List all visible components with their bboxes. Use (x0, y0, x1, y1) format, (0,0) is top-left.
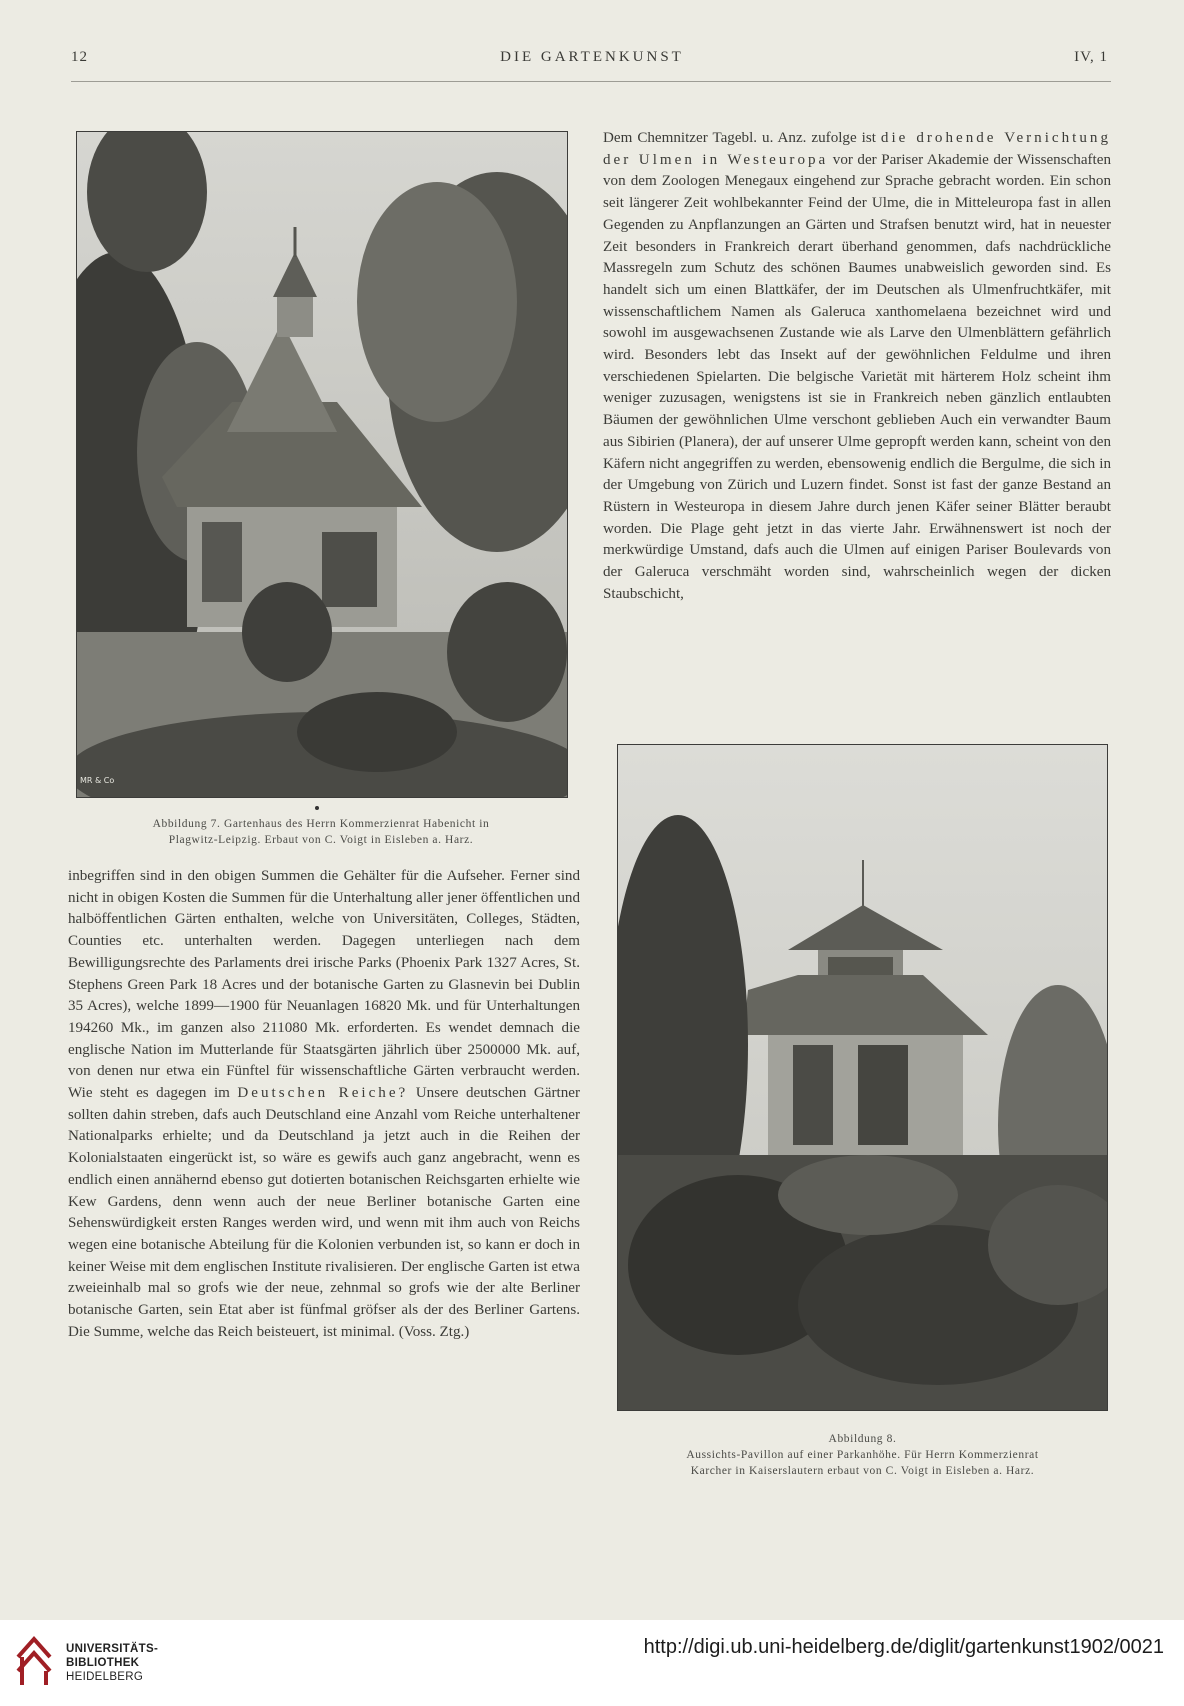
library-logo-icon[interactable] (14, 1633, 58, 1687)
paragraph (603, 128, 1111, 605)
issue-number: IV, 1 (1074, 49, 1108, 65)
paragraph (68, 866, 580, 1343)
figure-8-caption-line-1: Abbildung 8. (828, 1433, 897, 1445)
text-run: inbegriffen sind in den obigen Summen die Gehälter für die Aufseher. Ferner sind nicht in obigen Kosten die Summen für die Unterhaltung aller jener öffentlichen und halböffentlichen Gärten enthalten, welche von Universitäten, Colleges, Städten, Counties etc. unterhalten werden. Dagegen unterliegen nach dem Bewilligungsrechte des Parlaments drei irische Parks (Phoenix Park 1327 Acres, St. Stephens Green Park 18 Acres und der botanische Garten zu Glasnevin bei Dublin 35 Acres), welche 1899—1900 für Neuanlagen 16820 Mk. und für Unterhaltungen 194260 Mk., im ganzen also 211080 Mk. erforderten. Es wendet demnach die englische Nation im Mutterlande für Staatsgärten jährlich über 2500000 Mk. auf, von denen nur etwa ein Fünftel für wissenschaftliche Gärten verbraucht werden. Wie steht es dagegen im (68, 868, 580, 1102)
text-run: vor der Pariser Akademie der Wissenschaften von dem Zoologen Menegaux eingehend zur Sprache gebracht worden. Ein schon seit längerer Zeit wohlbekannter Feind der Ulme, die in Mitteleuropa fast in allen Gegenden zu Anpflanzungen an Gärten und Strafsen benutzt wird, hat in neuester Zeit besonders in Frankreich derart überhand genommen, dafs nachdrückliche Massregeln zum Schutz des schönen Baumes unabweislich geworden sind. Es handelt sich um einen Blattkäfer, der im Deutschen als Ulmenfruchtkäfer, mit wissenschaftlichem Namen als Galeruca xanthomelaena bezeichnet wird und sowohl im ausgewachsenen Zustande wie als Larve den Ulmenblättern gefährlich wird. Besonders lebt das Insekt auf der gewöhnlichen Feldulme und ihren verschiedenen Spielarten. Die belgische Varietät mit härterem Holz scheint ihm weniger zuzusagen, wenigstens ist sie in Frankreich neben gänzlich entlaubten Bäumen der gewöhnlichen Ulme verschont geblieben Auch ein verwandter Baum aus Sibirien (Planera), der auf unserer Ulme gepropft werden kann, scheint von den Käfern nicht angegriffen zu werden, ebensowenig endlich die Bergulme, die sich in der Umgebung von Zürich und Luzern findet. Sonst ist fast der ganze Bestand an Rüstern in Westeuropa in diesem Jahre durch jenen Käfer seiner Blätter beraubt worden. Die Plage geht jetzt in das vierte Jahr. Erwähnenswert ist noch der merkwürdige Umstand, dafs auch die Ulmen auf einigen Pariser Boulevards von der Galeruca verschmäht worden sind, wahrscheinlich wegen der dicken Staubschicht, (603, 151, 1111, 602)
journal-title: DIE GARTENKUNST (500, 49, 684, 65)
figure-7-caption-line-2: Plagwitz-Leipzig. Erbaut von C. Voigt in Eisleben a. Harz. (168, 834, 474, 846)
library-name-line-1: UNIVERSITÄTS- (66, 1643, 159, 1655)
article-state-gardens (68, 866, 580, 1343)
figure-8-photo (617, 744, 1108, 1411)
library-name-line-2: BIBLIOTHEK (66, 1657, 140, 1669)
library-name-line-3: HEIDELBERG (66, 1671, 144, 1683)
page-number: 12 (71, 49, 88, 65)
figure-8-caption-line-2: Aussichts-Pavillon auf einer Parkanhöhe. Für Herrn Kommerzienrat (686, 1449, 1039, 1461)
print-dot (315, 806, 319, 810)
article-elm-beetle (603, 128, 1111, 605)
figure-8-caption (610, 1431, 1115, 1479)
digitization-footer (0, 1620, 1184, 1706)
figure-7-photo (76, 131, 568, 798)
permalink-url[interactable]: http://digi.ub.uni-heidelberg.de/diglit/gartenkunst1902/0021 (643, 1636, 1164, 1658)
pavilion-illustration (618, 745, 1107, 1410)
engraver-monogram: MR & Co (80, 776, 115, 785)
garden-house-illustration (77, 132, 567, 797)
emphasis-text: die drohende Vernichtung der Ulmen in Westeuropa (603, 130, 1111, 168)
figure-7-caption (76, 816, 566, 848)
header-rule (71, 81, 1111, 82)
figure-8-caption-line-3: Karcher in Kaiserslautern erbaut von C. Voigt in Eisleben a. Harz. (690, 1465, 1035, 1477)
text-run: Dem Chemnitzer Tagebl. u. Anz. zufolge ist (603, 130, 876, 146)
emphasis-text: Deutschen Reiche? (237, 1085, 409, 1102)
library-name[interactable] (66, 1642, 158, 1684)
text-run: Unsere deutschen Gärtner sollten dahin streben, dafs auch Deutschland eine Anzahl vom Reiche unterhaltener Nationalparks erhielte; und da Deutschland ja jetzt auch in die Reihen der Kolonialstaaten eingerückt ist, so wäre es gewifs auch ganz angebracht, wenn es endlich einen annähernd ebenso gut dotierten botanischen Reichsgarten erhielte wie Kew Gardens, denn wenn auch der neue Berliner botanische Garten eine Sehenswürdigkeit ersten Ranges werden wird, und wenn mit ihm auch von Reichs wegen eine botanische Abteilung für die Kolonien verbunden ist, so kann er doch in keiner Weise mit dem englischen Institute rivalisieren. Der englische Garten ist etwa zweieinhalb mal so grofs wie der neue, zehnmal so grofs wie der alte Berliner botanische Garten, sein Etat aber ist fünfmal gröfser als der des Berliner Gartens. Die Summe, welche das Reich beisteuert, ist minimal. (Voss. Ztg.) (68, 1085, 580, 1340)
figure-7-caption-line-1: Abbildung 7. Gartenhaus des Herrn Kommerzienrat Habenicht in (152, 818, 490, 830)
